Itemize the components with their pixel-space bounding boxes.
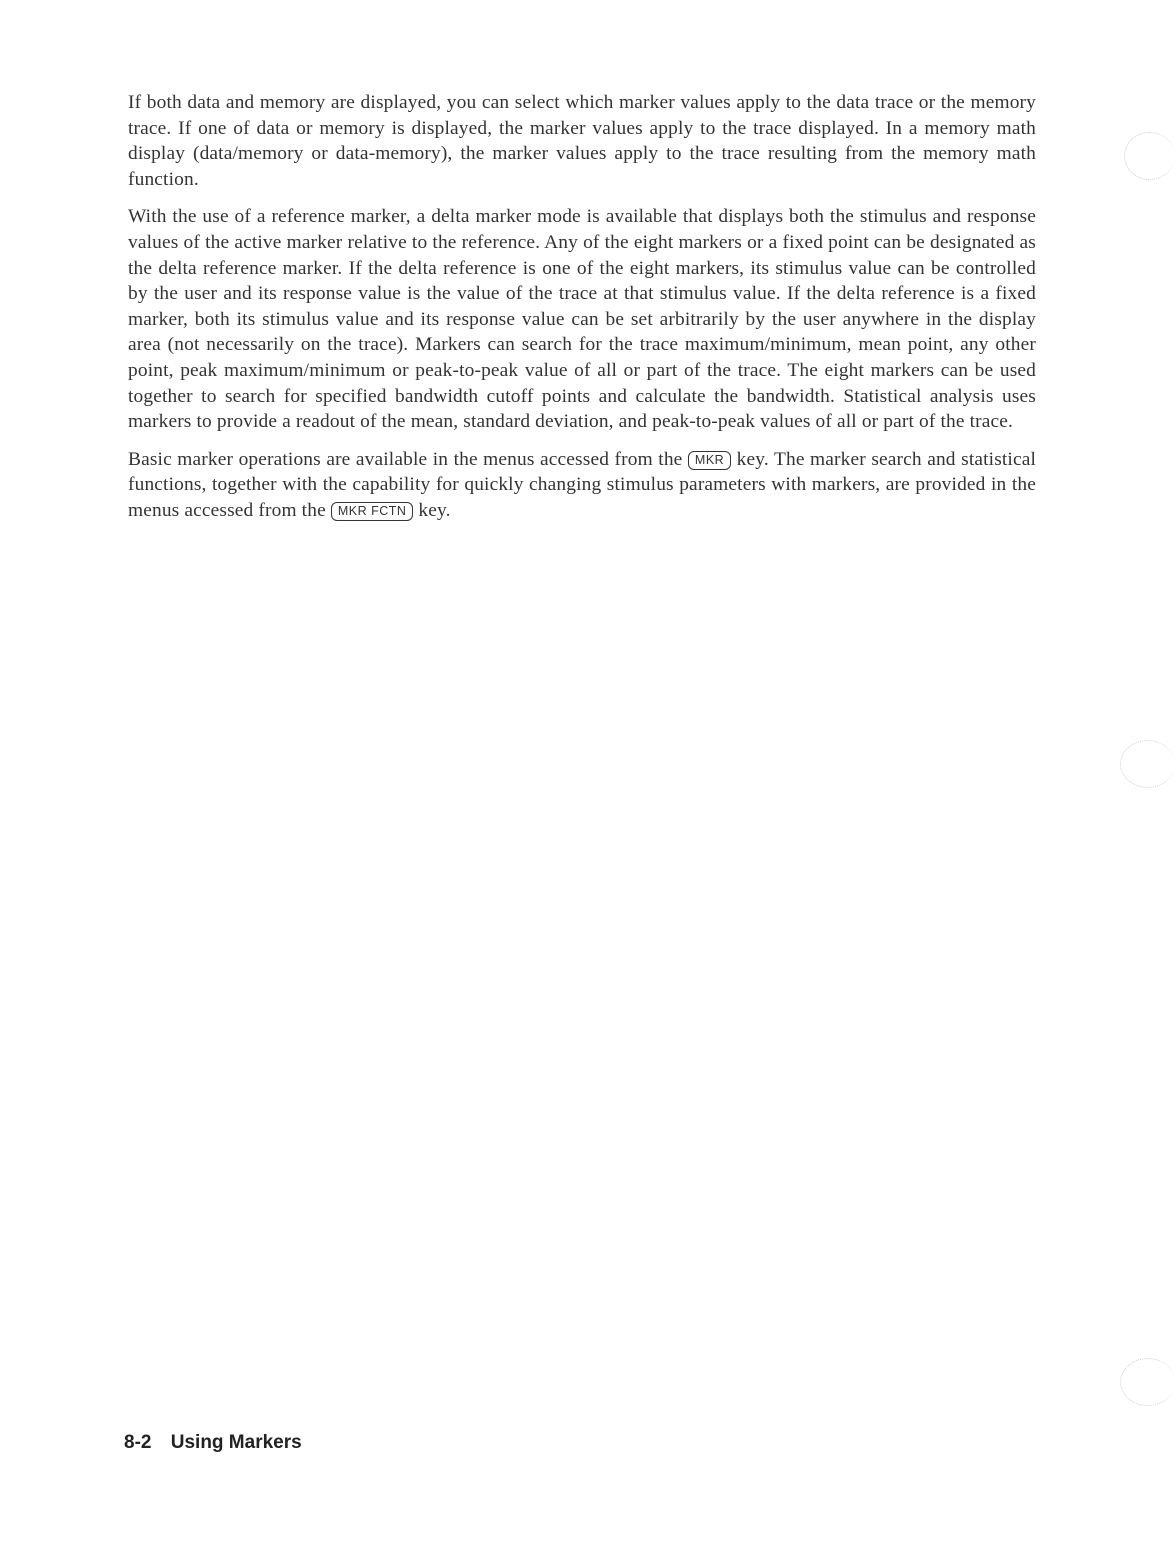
binder-hole-mark-bottom — [1120, 1358, 1175, 1406]
paragraph-memory-trace: If both data and memory are displayed, you can select which marker values apply to the data trace or the memory trace. If one of data or memory is displayed, the marker values apply to the trace displayed. In a memory math display (data/memory or data-memory), the marker values apply to the trace resulting from the memory math function. — [128, 92, 1036, 190]
page-footer — [124, 1432, 302, 1454]
paragraph-marker-keys-text-1: Basic marker operations are available in the menus accessed from the — [128, 448, 683, 470]
binder-hole-mark-top — [1124, 132, 1175, 180]
paragraph-marker-keys-text-3: key. — [418, 499, 451, 521]
section-title: Using Markers — [170, 1432, 302, 1453]
body-text — [128, 90, 1036, 536]
page-number: 8-2 — [124, 1432, 152, 1453]
binder-hole-mark-middle — [1120, 740, 1175, 788]
mkr-key: MKR — [688, 451, 731, 470]
paragraph-marker-keys-text-2: key. The marker search and statistical functions, together with the capability for quickly changing stimulus parameters with markers, are provided in the menus accessed from the — [128, 448, 1037, 521]
mkr-fctn-key: MKR FCTN — [331, 502, 414, 521]
paragraph-marker-keys — [128, 447, 1036, 524]
paragraph-delta-marker: With the use of a reference marker, a delta marker mode is available that displays both the stimulus and response values of the active marker relative to the reference. Any of the eight markers or a fixed point can be designated as the delta reference marker. If the delta reference is one of the eight markers, its stimulus value can be controlled by the user and its response value is the value of the trace at that stimulus value. If the delta reference is a fixed marker, both its stimulus value and its response value can be set arbitrarily by the user anywhere in the display area (not necessarily on the trace). Markers can search for the trace maximum/minimum, mean point, any other point, peak maximum/minimum or peak-to-peak value of all or part of the trace. The eight markers can be used together to search for specified bandwidth cutoff points and calculate the bandwidth. Statistical analysis uses markers to provide a readout of the mean, standard deviation, and peak-to-peak values of all or part of the trace. — [128, 206, 1036, 433]
